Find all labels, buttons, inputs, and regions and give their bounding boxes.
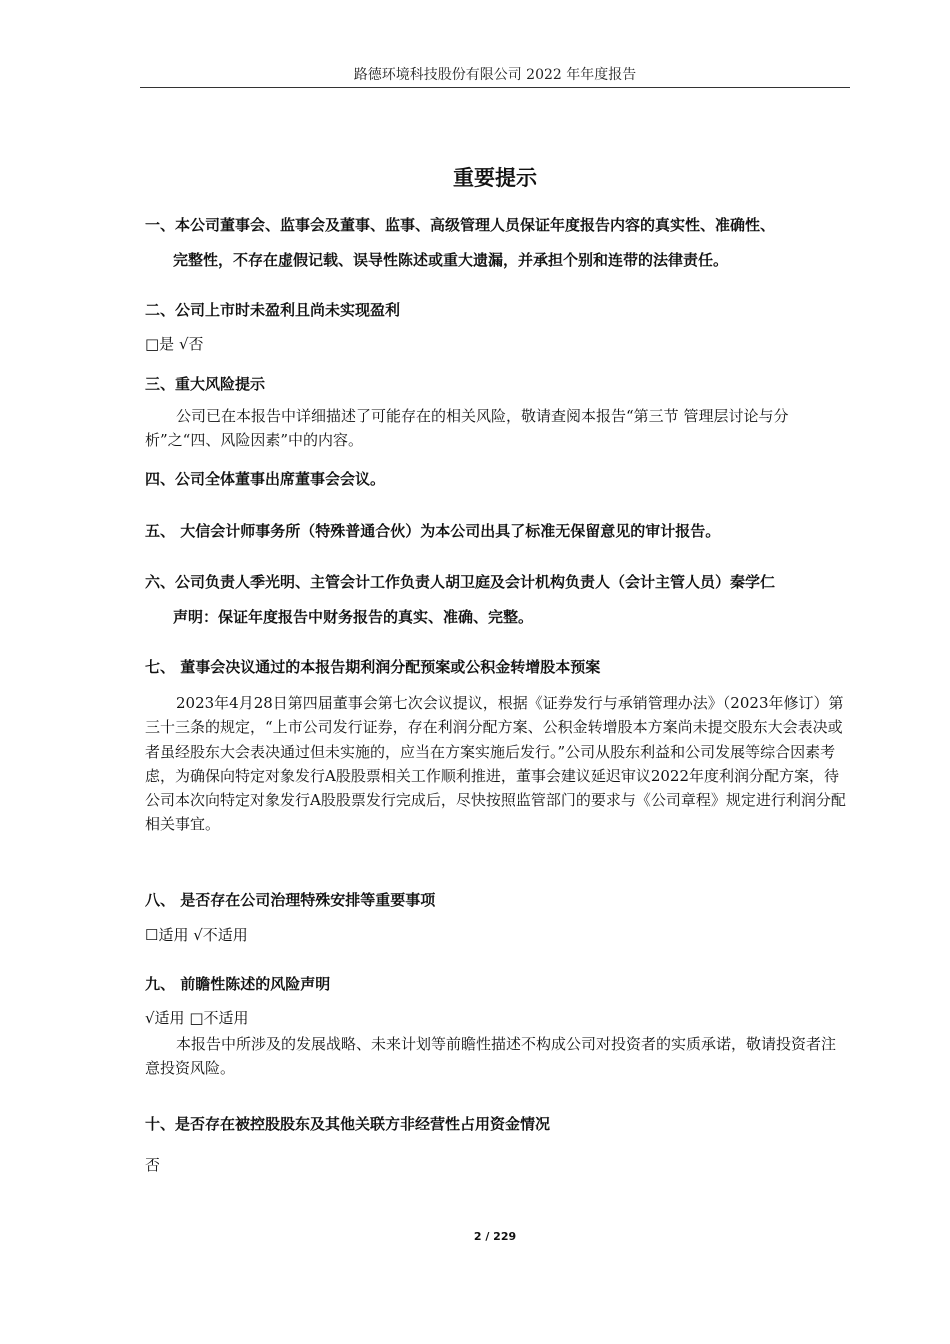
page-header: 路德环境科技股份有限公司 2022 年年度报告 [353,67,637,83]
section-1-line2: 完整性，不存在虚假记载、误导性陈述或重大遗漏，并承担个别和连带的法律责任。 [173,251,729,269]
section-3-body: 公司已在本报告中详细描述了可能存在的相关风险，敬请查阅本报告“第三节 管理层讨论与分析”之“四、风险因素”中的内容。 [145,407,789,450]
section-8-heading: 八、 是否存在公司治理特殊安排等重要事项 [145,891,436,909]
section-6 [145,571,850,629]
section-8-answer: ☐适用 √不适用 [145,926,248,944]
section-2-answer: □是 √否 [145,335,204,353]
page-title: 重要提示 [453,166,537,190]
section-6-line1: 六、公司负责人季光明、主管会计工作负责人胡卫庭及会计机构负责人（会计主管人员）秦学仁 [145,573,776,591]
section-7-heading: 七、 董事会决议通过的本报告期利润分配预案或公积金转增股本预案 [145,658,601,676]
section-10-heading: 十、是否存在被控股股东及其他关联方非经营性占用资金情况 [145,1115,551,1133]
section-7-body: 2023年4月28日第四届董事会第七次会议提议，根据《证券发行与承销管理办法》（2023年修订）第三十三条的规定，“上市公司发行证券，存在利润分配方案、公积金转增股本方案尚未提交股东大会表决或者虽经股东大会表决通过但未实施的，应当在方案实施后发行。”公司从股东利益和公司发展等综合因素考虑，为确保向特定对象发行A股股票相关工作顺利推进，董事会建议延迟审议2022年度利润分配方案，待公司本次向特定对象发行A股股票发行完成后，尽快按照监管部门的要求与《公司章程》规定进行利润分配相关事宜。 [145,694,846,834]
page-number: 2 / 229 [473,1230,517,1243]
section-9-heading: 九、 前瞻性陈述的风险声明 [145,975,331,993]
section-9-body: 本报告中所涉及的发展战略、未来计划等前瞻性描述不构成公司对投资者的实质承诺，敬请投资者注意投资风险。 [145,1035,837,1078]
section-9-answer: √适用 □不适用 [145,1009,249,1027]
section-4-heading: 四、公司全体董事出席董事会会议。 [145,470,386,488]
section-3-heading: 三、重大风险提示 [145,375,266,393]
section-1 [145,214,850,272]
section-6-line2: 声明：保证年度报告中财务报告的真实、准确、完整。 [173,608,534,626]
header-divider [140,87,850,88]
section-10-answer: 否 [145,1156,161,1174]
section-5-heading: 五、 大信会计师事务所（特殊普通合伙）为本公司出具了标准无保留意见的审计报告。 [145,522,721,540]
section-1-line1: 一、本公司董事会、监事会及董事、监事、高级管理人员保证年度报告内容的真实性、准确性、 [145,216,776,234]
section-2-heading: 二、公司上市时未盈利且尚未实现盈利 [145,301,401,319]
